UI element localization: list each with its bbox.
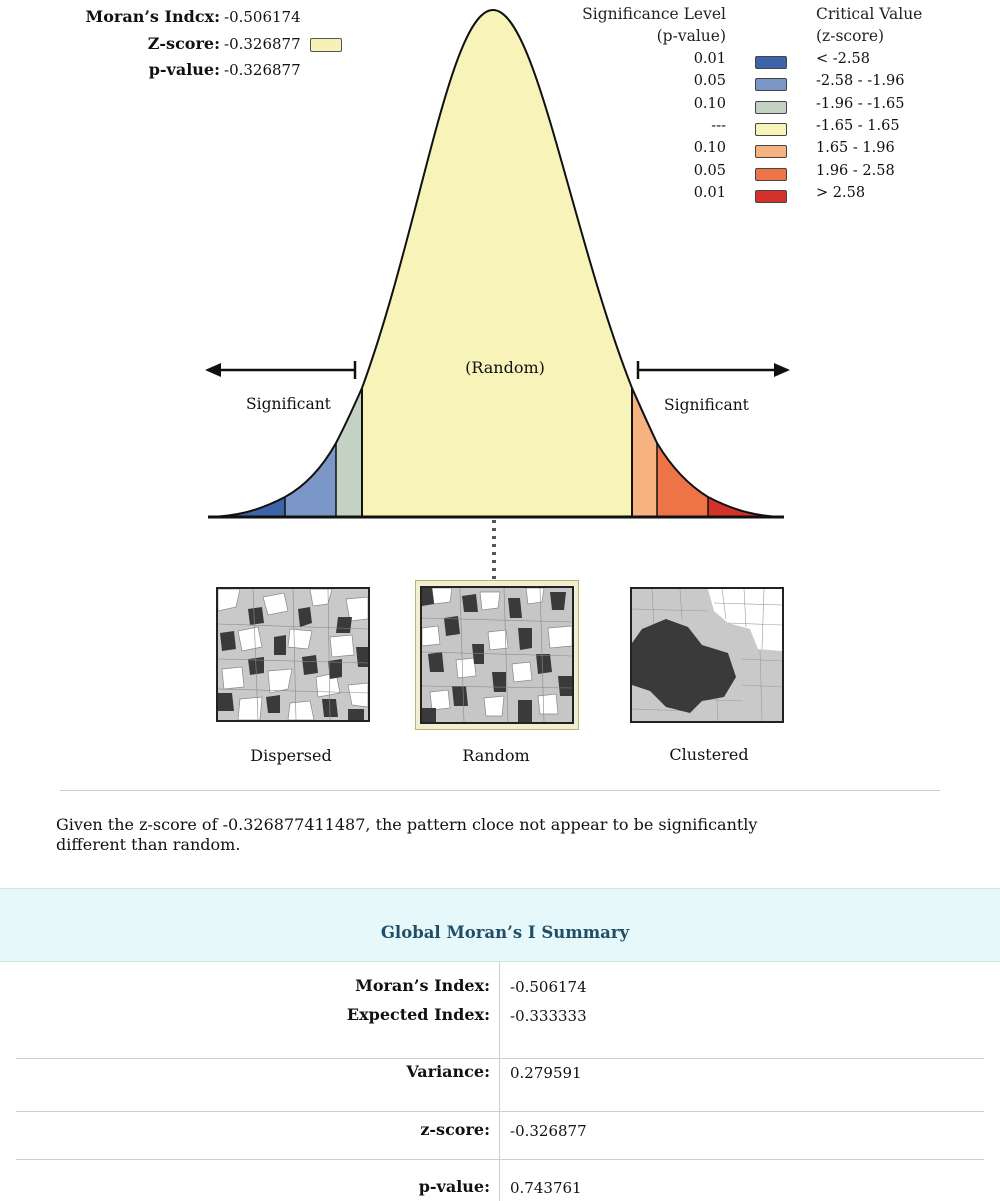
legend-p-value: 0.10	[693, 95, 726, 112]
legend-swatch	[755, 168, 787, 181]
random-caption: Random	[462, 746, 530, 765]
morans-index-value: -0.506174	[224, 8, 301, 26]
summary-title: Global Moran’s I Summary	[380, 923, 630, 942]
normal-distribution-diagram	[0, 0, 1000, 600]
legend-p-value: 0.10	[693, 140, 726, 157]
legend-z-range: 1.96 - 2.58	[816, 162, 895, 179]
z-score-label: Z-score:	[147, 34, 220, 53]
dispersed-map	[216, 587, 370, 722]
summary-p-value-value: 0.743761	[510, 1179, 582, 1197]
row-divider	[16, 1111, 984, 1112]
summary-p-value-label: p-value:	[418, 1177, 490, 1196]
left-arrow	[205, 361, 355, 379]
z-score-value: -0.326877	[224, 35, 301, 53]
summary-z-score-value: -0.326877	[510, 1122, 587, 1140]
clustered-caption: Clustered	[669, 745, 749, 764]
dispersed-caption: Dispersed	[250, 746, 332, 765]
legend-p-header-line1: Significance Level	[582, 5, 726, 23]
tail-left-010	[336, 388, 362, 517]
legend-z-header-line2: (z-score)	[816, 27, 885, 45]
legend-swatch	[755, 145, 787, 158]
summary-variance-label: Variance:	[406, 1062, 490, 1081]
summary-expected-index-value: -0.333333	[510, 1007, 587, 1025]
legend-z-range: > 2.58	[816, 184, 866, 201]
left-significant-label: Significant	[246, 395, 331, 413]
right-significant-label: Significant	[664, 396, 749, 414]
legend-p-value: 0.01	[693, 51, 726, 67]
legend-p-value: 0.01	[693, 184, 726, 201]
p-value-value: -0.326877	[224, 61, 301, 79]
summary-morans-index-label: Moran’s Index:	[355, 976, 490, 995]
legend-z-range: < -2.58	[816, 51, 870, 67]
legend-swatch	[755, 123, 787, 136]
legend-z-range: -1.65 - 1.65	[816, 117, 900, 134]
legend-swatch	[755, 56, 787, 69]
random-map	[420, 586, 574, 724]
legend-p-header-line2: (p-value)	[656, 27, 726, 45]
summary-expected-index-label: Expected Index:	[346, 1005, 490, 1024]
legend-z-range: 1.65 - 1.96	[816, 140, 895, 157]
tail-right-001	[708, 497, 782, 517]
legend-z-header-line1: Critical Value	[816, 5, 923, 23]
legend-z-range: -1.96 - -1.65	[816, 95, 905, 112]
table-column-divider	[499, 961, 500, 1201]
summary-z-score-label: z-score:	[420, 1120, 490, 1139]
morans-index-label: Moran’s Indcx:	[85, 7, 220, 26]
conclusion-text: Given the z-score of -0.326877411487, the pattern cloce not appear to be significantly different than random.	[56, 815, 758, 854]
row-divider	[16, 1159, 984, 1160]
tail-left-001	[210, 497, 285, 517]
legend-p-value: 0.05	[693, 162, 726, 179]
row-divider	[16, 1058, 984, 1059]
legend-swatch	[755, 78, 787, 91]
p-value-label: p-value:	[148, 60, 220, 79]
right-arrow	[638, 361, 790, 379]
summary-morans-index-value: -0.506174	[510, 978, 587, 996]
legend-swatch	[755, 190, 787, 203]
summary-variance-value: 0.279591	[510, 1064, 582, 1082]
legend-swatch	[755, 101, 787, 114]
legend-p-value: ---	[711, 117, 726, 134]
tail-right-010	[632, 388, 657, 517]
divider	[60, 790, 940, 791]
legend-p-value: 0.05	[693, 73, 726, 90]
random-region-label: (Random)	[465, 358, 545, 377]
clustered-map	[630, 587, 784, 723]
legend-z-range: -2.58 - -1.96	[816, 73, 905, 90]
